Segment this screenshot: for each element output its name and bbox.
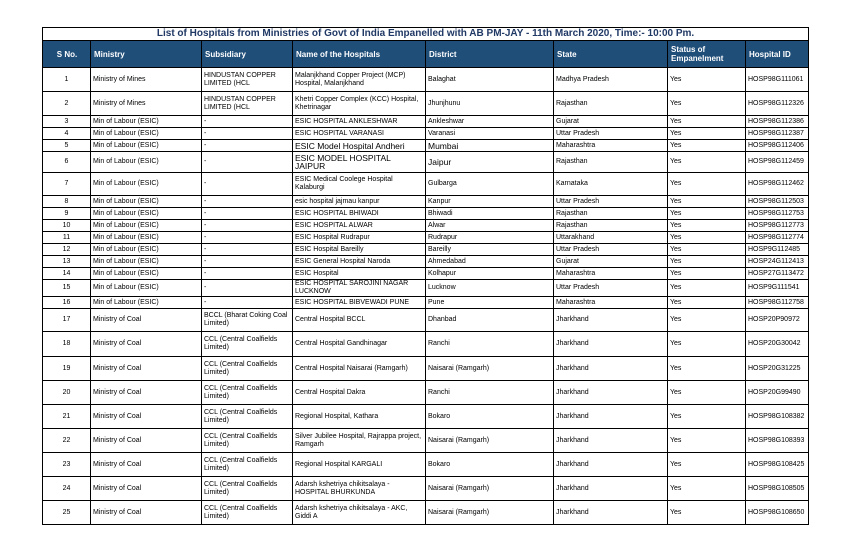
cell-hospital-id: HOSP20G99490 — [746, 381, 809, 405]
cell-hospital-id: HOSP20P90972 — [746, 309, 809, 332]
cell-ministry: Ministry of Coal — [91, 405, 202, 429]
cell-district: Rudrapur — [426, 232, 554, 244]
header-district: District — [426, 41, 554, 68]
cell-hospital-name: esic hospital jajmau kanpur — [293, 196, 426, 208]
cell-sno: 23 — [43, 453, 91, 477]
cell-district: Naisarai (Ramgarh) — [426, 501, 554, 525]
cell-district: Balaghat — [426, 68, 554, 92]
cell-hospital-name: ESIC HOSPITAL VARANASI — [293, 128, 426, 140]
cell-ministry: Min of Labour (ESIC) — [91, 208, 202, 220]
table-row — [43, 405, 809, 429]
cell-hospital-name: ESIC MODEL HOSPITAL JAIPUR — [293, 152, 426, 173]
cell-hospital-name: Central Hospital Naisarai (Ramgarh) — [293, 357, 426, 381]
cell-ministry: Min of Labour (ESIC) — [91, 232, 202, 244]
cell-state: Jharkhand — [554, 357, 668, 381]
cell-sno: 4 — [43, 128, 91, 140]
cell-district: Ankleshwar — [426, 116, 554, 128]
cell-sno: 21 — [43, 405, 91, 429]
cell-hospital-id: HOSP27G113472 — [746, 268, 809, 280]
table-row — [43, 128, 809, 140]
cell-state: Madhya Pradesh — [554, 68, 668, 92]
cell-subsidiary: - — [202, 208, 293, 220]
cell-hospital-id: HOSP98G112462 — [746, 173, 809, 196]
cell-hospital-name: ESIC Hospital Bareilly — [293, 244, 426, 256]
header-sno: S No. — [43, 41, 91, 68]
cell-status: Yes — [668, 309, 746, 332]
table-row — [43, 68, 809, 92]
cell-subsidiary: - — [202, 140, 293, 152]
cell-state: Rajasthan — [554, 208, 668, 220]
cell-state: Gujarat — [554, 256, 668, 268]
cell-hospital-id: HOSP20G31225 — [746, 357, 809, 381]
cell-subsidiary: HINDUSTAN COPPER LIMITED (HCL — [202, 92, 293, 116]
header-state: State — [554, 41, 668, 68]
table-row — [43, 140, 809, 152]
cell-status: Yes — [668, 381, 746, 405]
cell-hospital-id: HOSP24G112413 — [746, 256, 809, 268]
cell-state: Jharkhand — [554, 501, 668, 525]
cell-status: Yes — [668, 256, 746, 268]
header-row — [43, 41, 809, 68]
cell-hospital-id: HOSP98G112406 — [746, 140, 809, 152]
cell-sno: 1 — [43, 68, 91, 92]
cell-status: Yes — [668, 92, 746, 116]
cell-district: Bokaro — [426, 405, 554, 429]
cell-status: Yes — [668, 268, 746, 280]
cell-hospital-name: ESIC HOSPITAL SAROJINI NAGAR LUCKNOW — [293, 280, 426, 297]
cell-sno: 13 — [43, 256, 91, 268]
cell-status: Yes — [668, 232, 746, 244]
cell-status: Yes — [668, 173, 746, 196]
cell-ministry: Min of Labour (ESIC) — [91, 116, 202, 128]
cell-hospital-name: ESIC HOSPITAL BHIWADI — [293, 208, 426, 220]
cell-hospital-name: Silver Jubilee Hospital, Rajrappa project, Ramgarh — [293, 429, 426, 453]
cell-ministry: Min of Labour (ESIC) — [91, 173, 202, 196]
cell-district: Ranchi — [426, 381, 554, 405]
cell-status: Yes — [668, 196, 746, 208]
cell-ministry: Ministry of Coal — [91, 309, 202, 332]
cell-district: Ahmedabad — [426, 256, 554, 268]
cell-district: Bokaro — [426, 453, 554, 477]
cell-district: Lucknow — [426, 280, 554, 297]
cell-subsidiary: - — [202, 297, 293, 309]
cell-subsidiary: - — [202, 232, 293, 244]
table-row — [43, 196, 809, 208]
cell-subsidiary: - — [202, 256, 293, 268]
cell-district: Gulbarga — [426, 173, 554, 196]
cell-hospital-name: Regional Hospital, Kathara — [293, 405, 426, 429]
cell-hospital-name: Central Hospital Dakra — [293, 381, 426, 405]
table-row — [43, 256, 809, 268]
cell-hospital-name: Adarsh kshetriya chikitsalaya - AKC, Giddi A — [293, 501, 426, 525]
cell-subsidiary: CCL (Central Coalfields Limited) — [202, 357, 293, 381]
cell-ministry: Min of Labour (ESIC) — [91, 280, 202, 297]
hospital-table — [42, 27, 809, 525]
cell-status: Yes — [668, 280, 746, 297]
cell-district: Jaipur — [426, 152, 554, 173]
table-row — [43, 477, 809, 501]
cell-sno: 17 — [43, 309, 91, 332]
cell-hospital-id: HOSP98G108393 — [746, 429, 809, 453]
cell-ministry: Ministry of Coal — [91, 357, 202, 381]
table-row — [43, 173, 809, 196]
cell-subsidiary: - — [202, 280, 293, 297]
cell-ministry: Min of Labour (ESIC) — [91, 297, 202, 309]
cell-ministry: Min of Labour (ESIC) — [91, 128, 202, 140]
cell-sno: 24 — [43, 477, 91, 501]
cell-state: Rajasthan — [554, 152, 668, 173]
cell-sno: 19 — [43, 357, 91, 381]
cell-sno: 25 — [43, 501, 91, 525]
cell-state: Maharashtra — [554, 140, 668, 152]
cell-hospital-id: HOSP98G112753 — [746, 208, 809, 220]
cell-status: Yes — [668, 477, 746, 501]
cell-status: Yes — [668, 220, 746, 232]
cell-hospital-name: Khetri Copper Complex (KCC) Hospital, Khetrinagar — [293, 92, 426, 116]
cell-sno: 18 — [43, 332, 91, 357]
table-row — [43, 220, 809, 232]
cell-hospital-name: ESIC Hospital Rudrapur — [293, 232, 426, 244]
cell-ministry: Ministry of Mines — [91, 68, 202, 92]
cell-state: Uttar Pradesh — [554, 128, 668, 140]
cell-sno: 6 — [43, 152, 91, 173]
cell-sno: 3 — [43, 116, 91, 128]
cell-district: Naisarai (Ramgarh) — [426, 429, 554, 453]
cell-subsidiary: - — [202, 152, 293, 173]
cell-hospital-id: HOSP98G108382 — [746, 405, 809, 429]
cell-sno: 12 — [43, 244, 91, 256]
cell-hospital-name: Malanjkhand Copper Project (MCP) Hospital, Malanjkhand — [293, 68, 426, 92]
cell-district: Varanasi — [426, 128, 554, 140]
cell-hospital-id: HOSP9G112485 — [746, 244, 809, 256]
header-subsidiary: Subsidiary — [202, 41, 293, 68]
header-hospital-id: Hospital ID — [746, 41, 809, 68]
cell-status: Yes — [668, 244, 746, 256]
cell-subsidiary: HINDUSTAN COPPER LIMITED (HCL — [202, 68, 293, 92]
cell-ministry: Min of Labour (ESIC) — [91, 256, 202, 268]
cell-hospital-name: ESIC Hospital — [293, 268, 426, 280]
cell-district: Ranchi — [426, 332, 554, 357]
hospital-list-sheet — [42, 27, 808, 525]
cell-hospital-name: ESIC HOSPITAL BIBVEWADI PUNE — [293, 297, 426, 309]
cell-district: Dhanbad — [426, 309, 554, 332]
table-row — [43, 92, 809, 116]
cell-subsidiary: CCL (Central Coalfields Limited) — [202, 405, 293, 429]
cell-district: Kolhapur — [426, 268, 554, 280]
cell-district: Pune — [426, 297, 554, 309]
cell-status: Yes — [668, 332, 746, 357]
cell-subsidiary: - — [202, 116, 293, 128]
cell-hospital-id: HOSP9G111541 — [746, 280, 809, 297]
cell-state: Jharkhand — [554, 309, 668, 332]
table-row — [43, 232, 809, 244]
cell-hospital-id: HOSP20G30042 — [746, 332, 809, 357]
cell-ministry: Ministry of Coal — [91, 501, 202, 525]
cell-ministry: Min of Labour (ESIC) — [91, 244, 202, 256]
cell-status: Yes — [668, 501, 746, 525]
cell-hospital-name: ESIC General Hospital Naroda — [293, 256, 426, 268]
cell-subsidiary: CCL (Central Coalfields Limited) — [202, 501, 293, 525]
cell-ministry: Min of Labour (ESIC) — [91, 140, 202, 152]
cell-subsidiary: - — [202, 173, 293, 196]
cell-status: Yes — [668, 128, 746, 140]
table-row — [43, 280, 809, 297]
cell-state: Maharashtra — [554, 297, 668, 309]
cell-status: Yes — [668, 357, 746, 381]
cell-subsidiary: CCL (Central Coalfields Limited) — [202, 381, 293, 405]
cell-state: Jharkhand — [554, 453, 668, 477]
table-row — [43, 309, 809, 332]
cell-ministry: Ministry of Coal — [91, 453, 202, 477]
cell-ministry: Min of Labour (ESIC) — [91, 152, 202, 173]
cell-hospital-id: HOSP98G112774 — [746, 232, 809, 244]
cell-district: Bareilly — [426, 244, 554, 256]
cell-status: Yes — [668, 140, 746, 152]
cell-state: Uttar Pradesh — [554, 244, 668, 256]
cell-ministry: Ministry of Coal — [91, 332, 202, 357]
cell-hospital-id: HOSP98G108505 — [746, 477, 809, 501]
cell-district: Bhiwadi — [426, 208, 554, 220]
cell-state: Rajasthan — [554, 92, 668, 116]
table-row — [43, 453, 809, 477]
cell-district: Alwar — [426, 220, 554, 232]
cell-state: Uttar Pradesh — [554, 196, 668, 208]
cell-state: Jharkhand — [554, 405, 668, 429]
table-row — [43, 244, 809, 256]
cell-subsidiary: - — [202, 268, 293, 280]
table-row — [43, 152, 809, 173]
cell-ministry: Ministry of Coal — [91, 429, 202, 453]
cell-hospital-id: HOSP98G112503 — [746, 196, 809, 208]
cell-district: Kanpur — [426, 196, 554, 208]
cell-hospital-name: Adarsh kshetriya chikitsalaya - HOSPITAL BHURKUNDA — [293, 477, 426, 501]
cell-state: Rajasthan — [554, 220, 668, 232]
cell-hospital-id: HOSP98G108425 — [746, 453, 809, 477]
cell-sno: 22 — [43, 429, 91, 453]
cell-subsidiary: - — [202, 244, 293, 256]
cell-hospital-name: ESIC Model Hospital Andheri — [293, 140, 426, 152]
cell-hospital-id: HOSP98G112459 — [746, 152, 809, 173]
cell-status: Yes — [668, 208, 746, 220]
cell-subsidiary: - — [202, 128, 293, 140]
cell-sno: 8 — [43, 196, 91, 208]
table-row — [43, 381, 809, 405]
cell-hospital-name: Central Hospital Gandhinagar — [293, 332, 426, 357]
cell-state: Maharashtra — [554, 268, 668, 280]
cell-status: Yes — [668, 405, 746, 429]
cell-status: Yes — [668, 116, 746, 128]
cell-hospital-id: HOSP98G112758 — [746, 297, 809, 309]
header-hospital-name: Name of the Hospitals — [293, 41, 426, 68]
cell-status: Yes — [668, 429, 746, 453]
table-row — [43, 116, 809, 128]
cell-ministry: Min of Labour (ESIC) — [91, 220, 202, 232]
cell-subsidiary: BCCL (Bharat Coking Coal Limited) — [202, 309, 293, 332]
cell-sno: 7 — [43, 173, 91, 196]
cell-ministry: Min of Labour (ESIC) — [91, 196, 202, 208]
cell-sno: 20 — [43, 381, 91, 405]
cell-hospital-name: Regional Hospital KARGALI — [293, 453, 426, 477]
cell-hospital-id: HOSP98G112386 — [746, 116, 809, 128]
cell-hospital-name: ESIC HOSPITAL ALWAR — [293, 220, 426, 232]
cell-status: Yes — [668, 68, 746, 92]
cell-subsidiary: CCL (Central Coalfields Limited) — [202, 453, 293, 477]
table-row — [43, 332, 809, 357]
cell-sno: 14 — [43, 268, 91, 280]
table-title: List of Hospitals from Ministries of Govt of India Empanelled with AB PM-JAY - 11th March 2020, Time:- 10:00 Pm. — [43, 28, 809, 41]
cell-district: Mumbai — [426, 140, 554, 152]
cell-state: Uttarakhand — [554, 232, 668, 244]
cell-sno: 5 — [43, 140, 91, 152]
cell-hospital-name: Central Hospital BCCL — [293, 309, 426, 332]
cell-sno: 2 — [43, 92, 91, 116]
cell-district: Naisarai (Ramgarh) — [426, 477, 554, 501]
cell-status: Yes — [668, 453, 746, 477]
cell-hospital-id: HOSP98G112326 — [746, 92, 809, 116]
cell-status: Yes — [668, 297, 746, 309]
table-row — [43, 501, 809, 525]
table-row — [43, 297, 809, 309]
cell-ministry: Ministry of Mines — [91, 92, 202, 116]
cell-subsidiary: CCL (Central Coalfields Limited) — [202, 332, 293, 357]
title-row — [43, 28, 809, 41]
cell-ministry: Ministry of Coal — [91, 381, 202, 405]
cell-state: Uttar Pradesh — [554, 280, 668, 297]
cell-hospital-id: HOSP98G112387 — [746, 128, 809, 140]
cell-status: Yes — [668, 152, 746, 173]
cell-hospital-id: HOSP98G112773 — [746, 220, 809, 232]
cell-hospital-name: ESIC Medical Coolege Hospital Kalaburgi — [293, 173, 426, 196]
cell-district: Jhunjhunu — [426, 92, 554, 116]
cell-state: Jharkhand — [554, 381, 668, 405]
cell-subsidiary: - — [202, 220, 293, 232]
header-status: Status of Empanelment — [668, 41, 746, 68]
cell-hospital-id: HOSP98G111061 — [746, 68, 809, 92]
cell-subsidiary: CCL (Central Coalfields Limited) — [202, 429, 293, 453]
cell-hospital-id: HOSP98G108650 — [746, 501, 809, 525]
cell-ministry: Min of Labour (ESIC) — [91, 268, 202, 280]
cell-state: Karnataka — [554, 173, 668, 196]
table-row — [43, 357, 809, 381]
cell-state: Jharkhand — [554, 477, 668, 501]
cell-ministry: Ministry of Coal — [91, 477, 202, 501]
cell-state: Jharkhand — [554, 332, 668, 357]
cell-state: Gujarat — [554, 116, 668, 128]
cell-sno: 16 — [43, 297, 91, 309]
header-ministry: Ministry — [91, 41, 202, 68]
table-row — [43, 268, 809, 280]
cell-subsidiary: CCL (Central Coalfields Limited) — [202, 477, 293, 501]
table-row — [43, 208, 809, 220]
cell-hospital-name: ESIC HOSPITAL ANKLESHWAR — [293, 116, 426, 128]
table-row — [43, 429, 809, 453]
cell-state: Jharkhand — [554, 429, 668, 453]
cell-sno: 11 — [43, 232, 91, 244]
cell-sno: 10 — [43, 220, 91, 232]
cell-district: Naisarai (Ramgarh) — [426, 357, 554, 381]
cell-sno: 9 — [43, 208, 91, 220]
cell-subsidiary: - — [202, 196, 293, 208]
cell-sno: 15 — [43, 280, 91, 297]
